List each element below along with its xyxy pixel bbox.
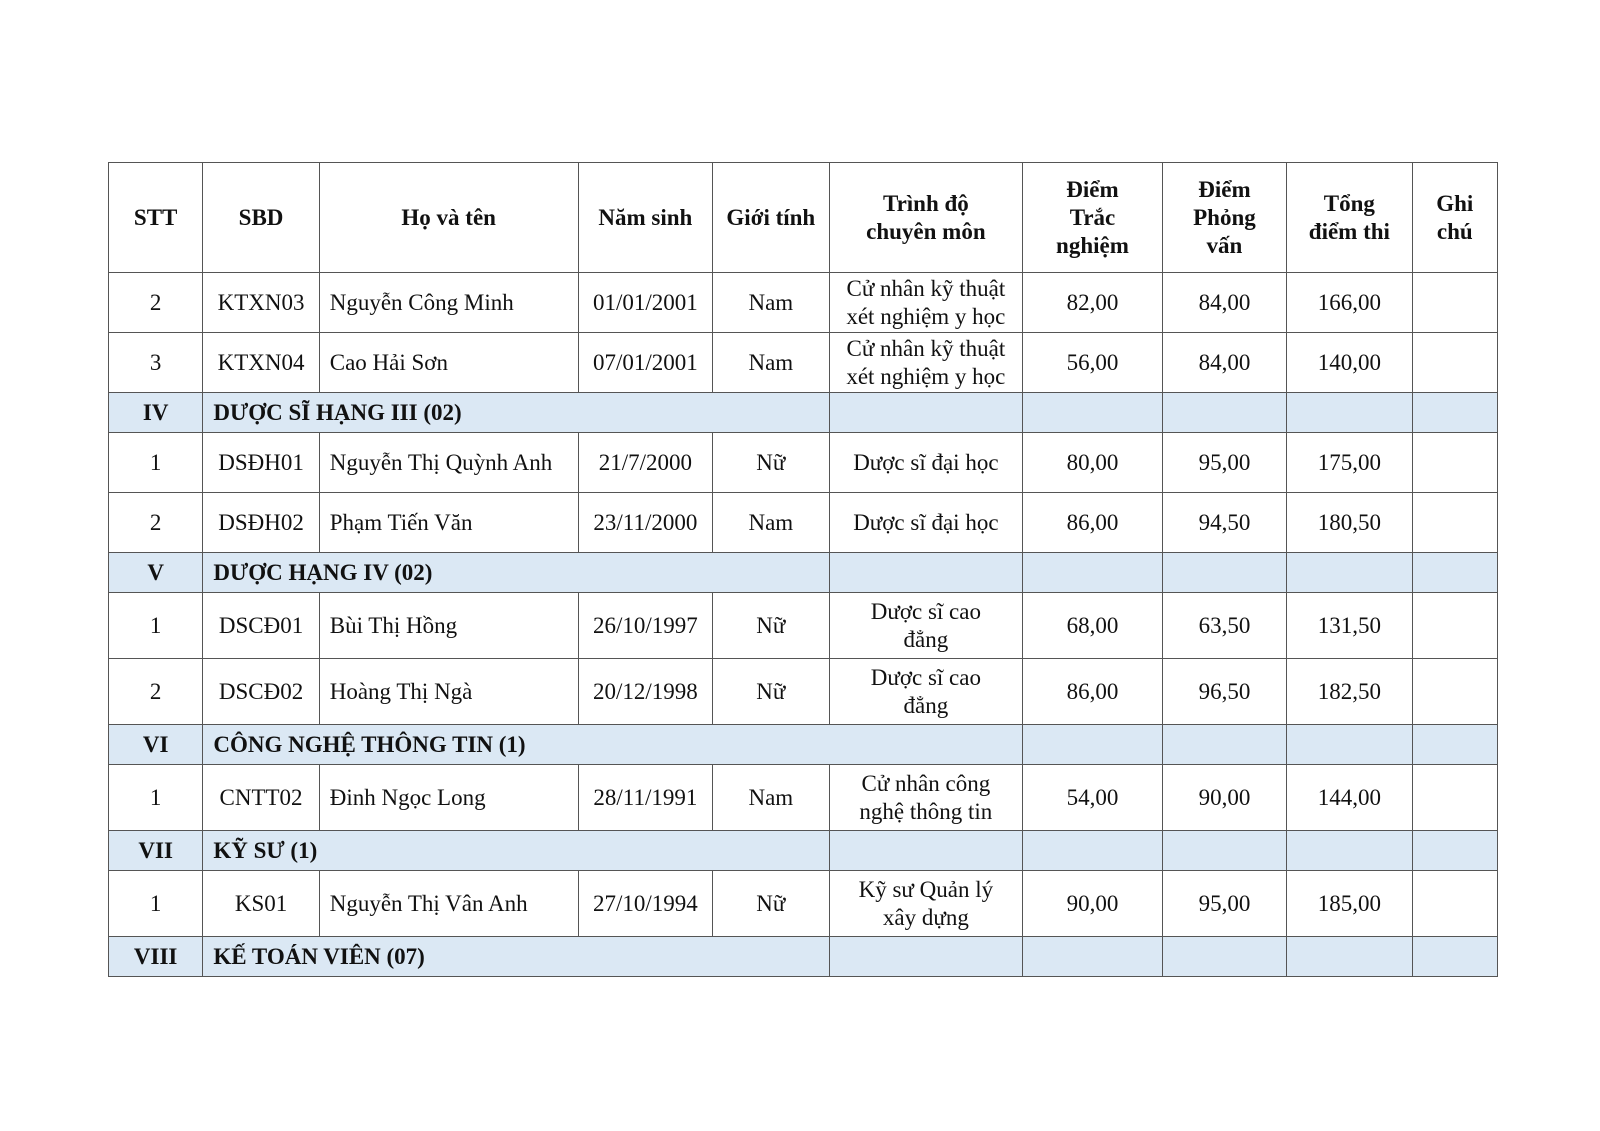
cell-dob: 01/01/2001: [578, 273, 712, 333]
section-code: V: [109, 553, 203, 593]
section-title: DƯỢC HẠNG IV (02): [203, 553, 829, 593]
cell-name: Nguyễn Công Minh: [319, 273, 578, 333]
header-name: Họ và tên: [319, 163, 578, 273]
cell-interview-score: 63,50: [1162, 593, 1286, 659]
cell-name: Phạm Tiến Văn: [319, 493, 578, 553]
cell-stt: 1: [109, 593, 203, 659]
cell-qualification: Kỹ sư Quản lý xây dựng: [829, 871, 1023, 937]
cell-sbd: DSĐH02: [203, 493, 319, 553]
header-interview-score: Điểm Phỏng vấn: [1162, 163, 1286, 273]
cell-qualification: Dược sĩ đại học: [829, 433, 1023, 493]
section-title: DƯỢC SĨ HẠNG III (02): [203, 393, 829, 433]
cell-test-score: 68,00: [1023, 593, 1163, 659]
cell-qualification: Dược sĩ cao đẳng: [829, 593, 1023, 659]
cell-sbd: DSĐH01: [203, 433, 319, 493]
cell-qualification: Cử nhân kỹ thuật xét nghiệm y học: [829, 273, 1023, 333]
cell-dob: 27/10/1994: [578, 871, 712, 937]
cell-gender: Nam: [713, 333, 829, 393]
cell-qualification: Cử nhân kỹ thuật xét nghiệm y học: [829, 333, 1023, 393]
cell-dob: 21/7/2000: [578, 433, 712, 493]
header-gender: Giới tính: [713, 163, 829, 273]
cell-interview-score: 94,50: [1162, 493, 1286, 553]
table-row: [109, 433, 1498, 493]
cell-total: 131,50: [1287, 593, 1412, 659]
cell-note: [1412, 593, 1497, 659]
cell-sbd: DSCĐ02: [203, 659, 319, 725]
cell-interview-score: 95,00: [1162, 871, 1286, 937]
cell-note: [1412, 659, 1497, 725]
table-row: [109, 273, 1498, 333]
results-table: [108, 162, 1498, 977]
table-row: [109, 659, 1498, 725]
cell-qualification: Dược sĩ đại học: [829, 493, 1023, 553]
cell-test-score: 80,00: [1023, 433, 1163, 493]
cell-stt: 1: [109, 765, 203, 831]
header-stt: STT: [109, 163, 203, 273]
cell-test-score: 90,00: [1023, 871, 1163, 937]
cell-dob: 20/12/1998: [578, 659, 712, 725]
cell-note: [1412, 433, 1497, 493]
cell-test-score: 86,00: [1023, 493, 1163, 553]
cell-gender: Nam: [713, 765, 829, 831]
cell-gender: Nữ: [713, 593, 829, 659]
cell-stt: 2: [109, 493, 203, 553]
header-total: Tổng điểm thi: [1287, 163, 1412, 273]
cell-gender: Nam: [713, 493, 829, 553]
cell-name: Bùi Thị Hồng: [319, 593, 578, 659]
section-title: CÔNG NGHỆ THÔNG TIN (1): [203, 725, 1023, 765]
header-sbd: SBD: [203, 163, 319, 273]
table-row: [109, 765, 1498, 831]
cell-gender: Nữ: [713, 659, 829, 725]
cell-gender: Nữ: [713, 871, 829, 937]
header-qualification: Trình độ chuyên môn: [829, 163, 1023, 273]
table-row: [109, 493, 1498, 553]
header-note: Ghi chú: [1412, 163, 1497, 273]
cell-name: Cao Hải Sơn: [319, 333, 578, 393]
cell-stt: 2: [109, 659, 203, 725]
cell-sbd: KTXN04: [203, 333, 319, 393]
header-test-score: Điểm Trắc nghiệm: [1023, 163, 1163, 273]
section-row: [109, 393, 1498, 433]
section-code: IV: [109, 393, 203, 433]
cell-name: Đinh Ngọc Long: [319, 765, 578, 831]
table-row: [109, 333, 1498, 393]
cell-name: Hoàng Thị Ngà: [319, 659, 578, 725]
cell-note: [1412, 765, 1497, 831]
table-header: [109, 163, 1498, 273]
cell-interview-score: 84,00: [1162, 273, 1286, 333]
cell-dob: 26/10/1997: [578, 593, 712, 659]
cell-total: 182,50: [1287, 659, 1412, 725]
cell-sbd: DSCĐ01: [203, 593, 319, 659]
section-code: VIII: [109, 937, 203, 977]
cell-note: [1412, 273, 1497, 333]
cell-qualification: Dược sĩ cao đẳng: [829, 659, 1023, 725]
cell-dob: 23/11/2000: [578, 493, 712, 553]
cell-sbd: KS01: [203, 871, 319, 937]
cell-stt: 2: [109, 273, 203, 333]
cell-interview-score: 96,50: [1162, 659, 1286, 725]
cell-test-score: 86,00: [1023, 659, 1163, 725]
cell-total: 175,00: [1287, 433, 1412, 493]
section-row: [109, 553, 1498, 593]
cell-note: [1412, 333, 1497, 393]
cell-total: 185,00: [1287, 871, 1412, 937]
cell-interview-score: 90,00: [1162, 765, 1286, 831]
cell-interview-score: 95,00: [1162, 433, 1286, 493]
section-code: VII: [109, 831, 203, 871]
cell-stt: 3: [109, 333, 203, 393]
cell-dob: 28/11/1991: [578, 765, 712, 831]
section-title: KỸ SƯ (1): [203, 831, 829, 871]
section-code: VI: [109, 725, 203, 765]
section-row: [109, 937, 1498, 977]
cell-note: [1412, 871, 1497, 937]
header-dob: Năm sinh: [578, 163, 712, 273]
cell-test-score: 82,00: [1023, 273, 1163, 333]
section-row: [109, 831, 1498, 871]
cell-note: [1412, 493, 1497, 553]
cell-gender: Nam: [713, 273, 829, 333]
cell-test-score: 56,00: [1023, 333, 1163, 393]
section-title: KẾ TOÁN VIÊN (07): [203, 937, 829, 977]
cell-total: 140,00: [1287, 333, 1412, 393]
cell-gender: Nữ: [713, 433, 829, 493]
cell-sbd: KTXN03: [203, 273, 319, 333]
cell-stt: 1: [109, 871, 203, 937]
table-row: [109, 593, 1498, 659]
cell-name: Nguyễn Thị Vân Anh: [319, 871, 578, 937]
cell-total: 180,50: [1287, 493, 1412, 553]
table-row: [109, 871, 1498, 937]
section-row: [109, 725, 1498, 765]
cell-total: 166,00: [1287, 273, 1412, 333]
cell-stt: 1: [109, 433, 203, 493]
cell-dob: 07/01/2001: [578, 333, 712, 393]
cell-sbd: CNTT02: [203, 765, 319, 831]
cell-name: Nguyễn Thị Quỳnh Anh: [319, 433, 578, 493]
cell-total: 144,00: [1287, 765, 1412, 831]
cell-test-score: 54,00: [1023, 765, 1163, 831]
cell-qualification: Cử nhân công nghệ thông tin: [829, 765, 1023, 831]
cell-interview-score: 84,00: [1162, 333, 1286, 393]
